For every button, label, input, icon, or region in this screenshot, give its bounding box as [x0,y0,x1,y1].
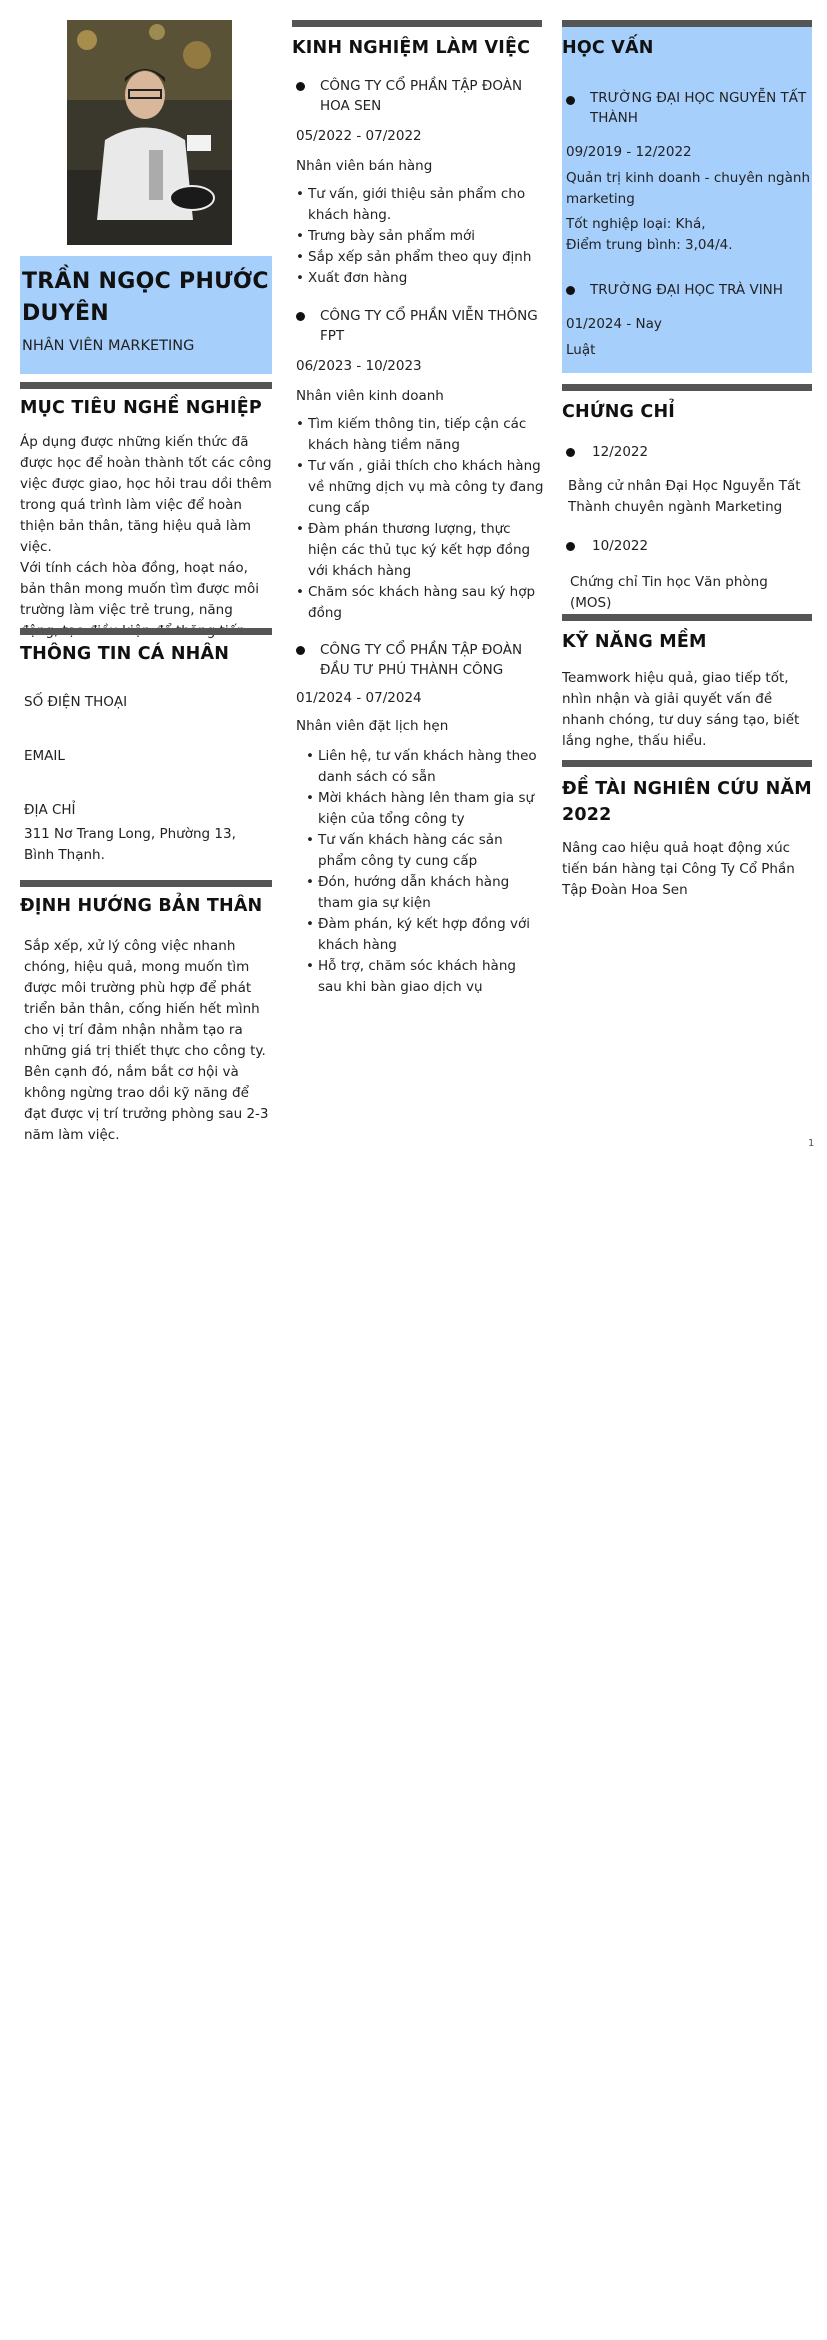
job-task: • Đón, hướng dẫn khách hàng tham gia sự kiện [306,872,542,914]
direction-title: ĐỊNH HƯỚNG BẢN THÂN [20,896,263,916]
experience-title: KINH NGHIỆM LÀM VIỆC [292,38,531,58]
objective-title: MỤC TIÊU NGHỀ NGHIỆP [20,398,262,418]
full-name: TRẦN NGỌC PHƯỚC DUYÊN [22,269,269,326]
school-gpa: Điểm trung bình: 3,04/4. [566,237,733,253]
bullet-icon [566,448,575,457]
job-task: • Xuất đơn hàng [296,268,544,289]
job-company: CÔNG TY CỔ PHẦN TẬP ĐOÀN HOA SEN [320,78,523,114]
personal-info-title: THÔNG TIN CÁ NHÂN [20,644,230,664]
section-divider [562,760,812,767]
job-task: • Tìm kiếm thông tin, tiếp cận các khách hàng tiềm năng [296,414,544,456]
job-task: • Chăm sóc khách hàng sau ký hợp đồng [296,582,544,624]
job-task: • Tư vấn khách hàng các sản phẩm công ty cung cấp [306,830,542,872]
school-name: TRƯỜNG ĐẠI HỌC NGUYỄN TẤT THÀNH [590,90,807,126]
email-label: EMAIL [24,748,65,764]
job-company: CÔNG TY CỔ PHẦN VIỄN THÔNG FPT [320,308,538,344]
bullet-icon [296,646,305,655]
certificate-name: Bằng cử nhân Đại Học Nguyễn Tất Thành chuyên ngành Marketing [568,478,801,515]
job-period: 06/2023 - 10/2023 [296,358,422,374]
job-position: Nhân viên bán hàng [296,158,433,174]
section-divider [292,20,542,27]
job-task-list [296,414,544,624]
job-task: • Đàm phán, ký kết hợp đồng với khách hàng [306,914,542,956]
section-divider [20,382,272,389]
job-task: • Tư vấn , giải thích cho khách hàng về những dịch vụ mà công ty đang cung cấp [296,456,544,519]
certificate-name: Chứng chỉ Tin học Văn phòng (MOS) [570,574,768,611]
education-title: HỌC VẤN [562,38,654,58]
bullet-icon [566,542,575,551]
job-position: Nhân viên kinh doanh [296,388,444,404]
section-divider [562,614,812,621]
phone-label: SỐ ĐIỆN THOẠI [24,694,128,710]
job-task-list [306,746,542,998]
school-major: Quản trị kinh doanh - chuyên ngành marketing [566,170,811,207]
section-divider [20,880,272,887]
job-task-list [296,184,544,289]
soft-skills-title: KỸ NĂNG MỀM [562,632,707,652]
job-task: • Tư vấn, giới thiệu sản phẩm cho khách hàng. [296,184,544,226]
school-name: TRƯỜNG ĐẠI HỌC TRÀ VINH [590,282,783,298]
school-major: Luật [566,342,596,358]
school-period: 09/2019 - 12/2022 [566,144,692,160]
soft-skills-text: Teamwork hiệu quả, giao tiếp tốt, nhìn nhận và giải quyết vấn đề nhanh chóng, tư duy sáng tạo, biết lắng nghe, thấu hiểu. [562,670,800,749]
objective-text: Áp dụng được những kiến thức đã được học để hoàn thành tốt các công việc được giao, học hỏi trau dồi thêm trong quá trình làm việc để hoàn thiện bản thân, tăng hiệu quả làm việc. Với tính cách hòa đồng, hoạt náo, bản thân mong muốn tìm được môi trường làm việc trẻ trung, năng [20,434,272,618]
job-task: • Trưng bày sản phẩm mới [296,226,544,247]
job-task: • Sắp xếp sản phẩm theo quy định [296,247,544,268]
school-grade: Tốt nghiệp loại: Khá, [566,216,706,232]
job-task: • Đàm phán thương lượng, thực hiện các thủ tục ký kết hợp đồng với khách hàng [296,519,544,582]
job-role: NHÂN VIÊN MARKETING [22,338,195,354]
school-period: 01/2024 - Nay [566,316,662,332]
job-period: 05/2022 - 07/2022 [296,128,422,144]
certificate-date: 12/2022 [592,444,649,460]
job-task: • Hỗ trợ, chăm sóc khách hàng sau khi bàn giao dịch vụ [306,956,542,998]
job-period: 01/2024 - 07/2024 [296,690,422,706]
bullet-icon [566,96,575,105]
section-divider [562,20,812,27]
direction-text: Sắp xếp, xử lý công việc nhanh chóng, hiệu quả, mong muốn tìm được môi trường phù hợp để phát triển bản thân, cống hiến hết mình cho vị trí đảm nhận nhằm tạo ra những giá trị thiết thực cho công ty. Bên cạnh đó, nắm bắt cơ hội và không ngừng trao dồi kỹ năng để đạt được vị trí trưởng phòng sau 2-3 năm làm việc. [24,938,269,1143]
bullet-icon [566,286,575,295]
address-value: 311 Nơ Trang Long, Phường 13, Bình Thạnh. [24,826,236,863]
page-number: 1 [808,1138,815,1149]
research-title: ĐỀ TÀI NGHIÊN CỨU NĂM 2022 [562,779,812,825]
address-label: ĐỊA CHỈ [24,802,76,818]
certificate-date: 10/2022 [592,538,649,554]
job-position: Nhân viên đặt lịch hẹn [296,718,449,734]
bullet-icon [296,312,305,321]
job-company: CÔNG TY CỔ PHẦN TẬP ĐOÀN ĐẦU TƯ PHÚ THÀNH CÔNG [320,642,523,678]
profile-photo [67,20,232,245]
portrait-photo-icon [67,20,232,245]
section-divider [562,384,812,391]
name-box [20,256,272,374]
certificates-title: CHỨNG CHỈ [562,402,676,422]
job-task: • Mời khách hàng lên tham gia sự kiện của tổng công ty [306,788,542,830]
job-task: • Liên hệ, tư vấn khách hàng theo danh sách có sẵn [306,746,542,788]
bullet-icon [296,82,305,91]
section-divider [20,628,272,635]
research-text: Nâng cao hiệu quả hoạt động xúc tiến bán hàng tại Công Ty Cổ Phần Tập Đoàn Hoa Sen [562,840,795,898]
